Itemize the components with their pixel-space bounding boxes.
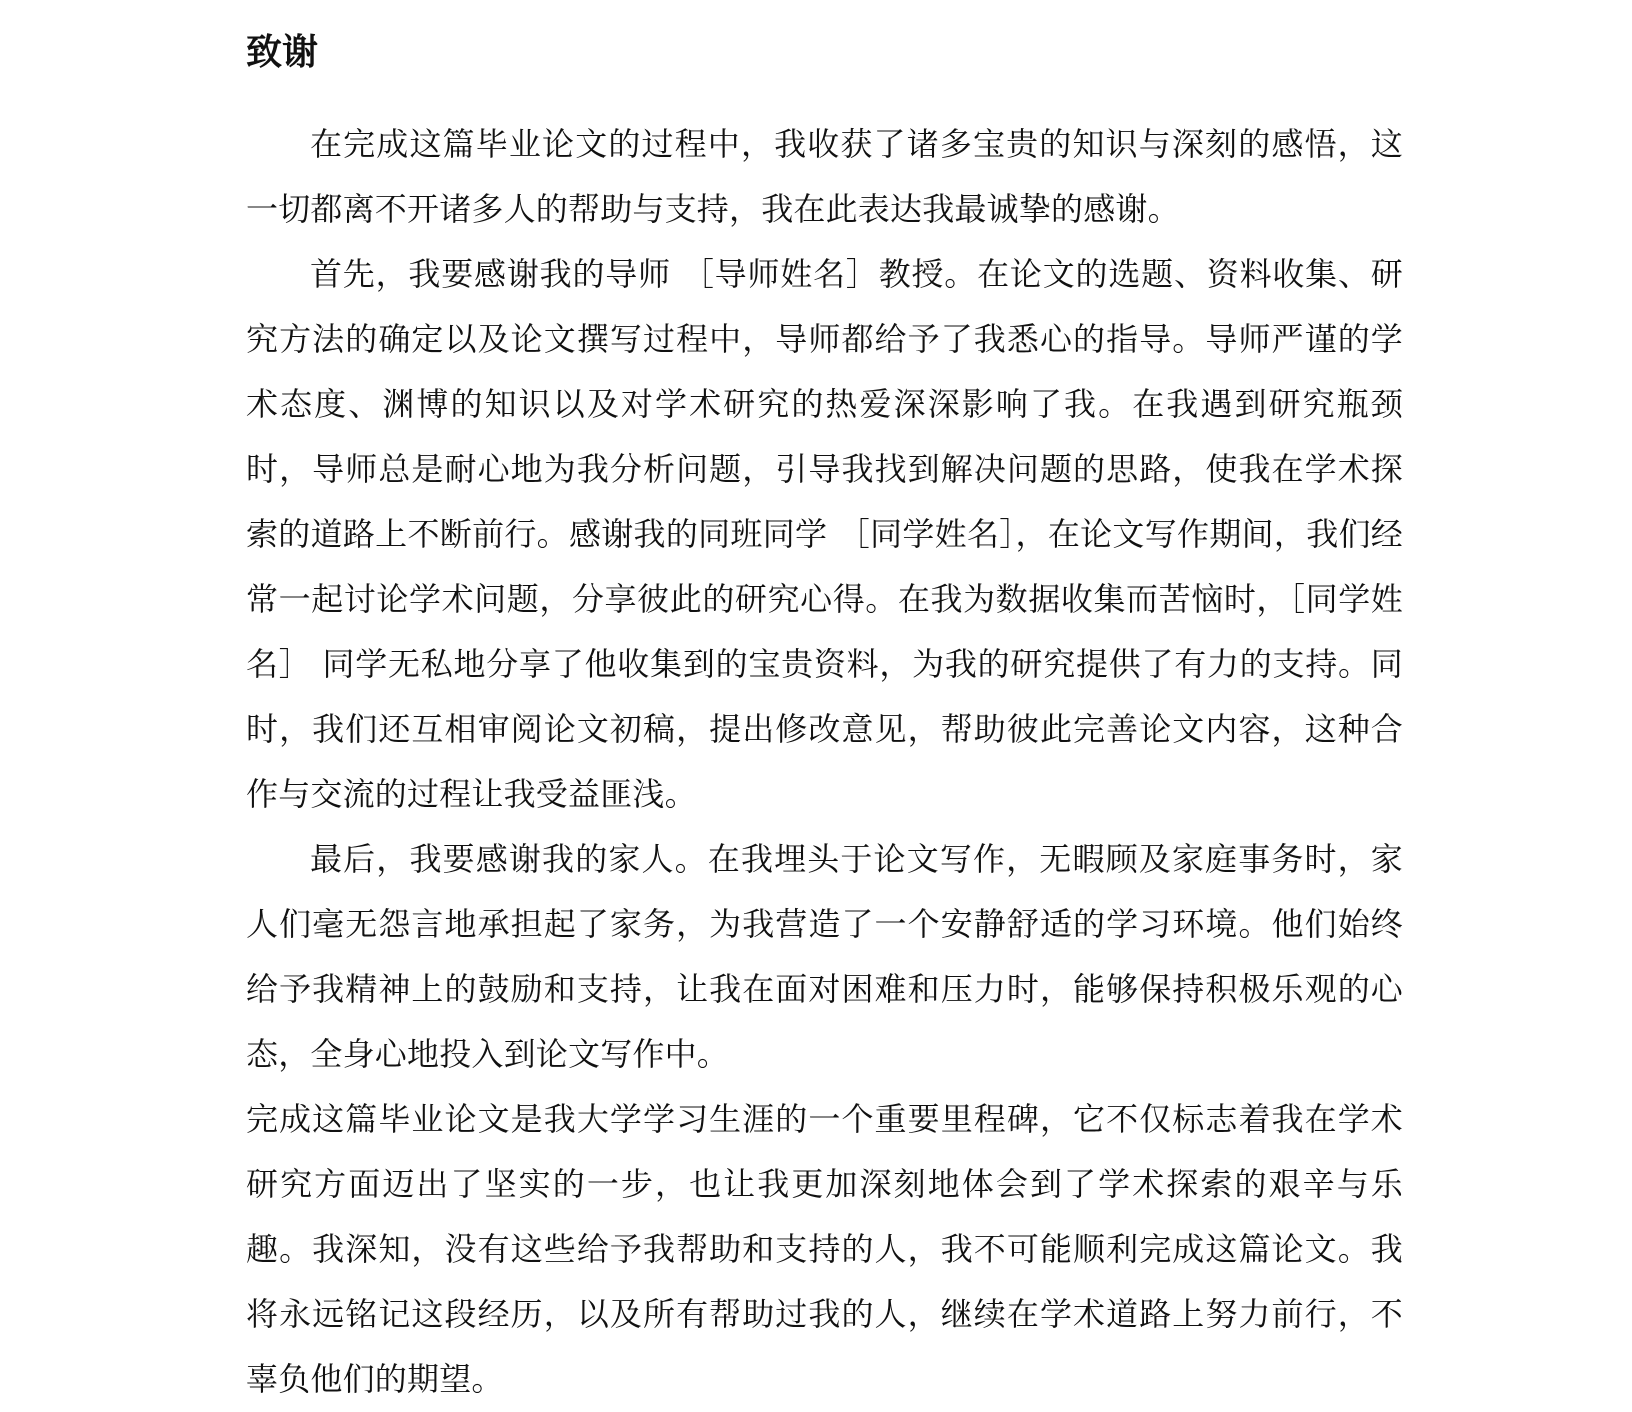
- paragraph-conclusion: 完成这篇毕业论文是我大学学习生涯的一个重要里程碑，它不仅标志着我在学术研究方面迈出了坚实的一步，也让我更加深刻地体会到了学术探索的艰辛与乐趣。我深知，没有这些给予我帮助和支持的人，我不可能顺利完成这篇论文。我将永远铭记这段经历，以及所有帮助过我的人，继续在学术道路上努力前行，不辜负他们的期望。: [246, 1100, 1403, 1398]
- document-page: [246, 20, 1403, 1412]
- paragraph-advisor-classmate: 首先，我要感谢我的导师 ［导师姓名］教授。在论文的选题、资料收集、研究方法的确定以及论文撰写过程中，导师都给予了我悉心的指导。导师严谨的学术态度、渊博的知识以及对学术研究的热爱深深影响了我。在我遇到研究瓶颈时，导师总是耐心地为我分析问题，引导我找到解决问题的思路，使我在学术探索的道路上不断前行。感谢我的同班同学 ［同学姓名］，在论文写作期间，我们经常一起讨论学术问题，分享彼此的研究心得。在我为数据收集而苦恼时，［同学姓名］ 同学无私地分享了他收集到的宝贵资料，为我的研究提供了有力的支持。同时，我们还互相审阅论文初稿，提出修改意见，帮助彼此完善论文内容，这种合作与交流的过程让我受益匪浅。: [246, 255, 1403, 813]
- paragraph-intro: 在完成这篇毕业论文的过程中，我收获了诸多宝贵的知识与深刻的感悟，这一切都离不开诸多人的帮助与支持，我在此表达我最诚挚的感谢。: [246, 125, 1403, 228]
- paragraph-family: 最后，我要感谢我的家人。在我埋头于论文写作，无暇顾及家庭事务时，家人们毫无怨言地承担起了家务，为我营造了一个安静舒适的学习环境。他们始终给予我精神上的鼓励和支持，让我在面对困难和压力时，能够保持积极乐观的心态，全身心地投入到论文写作中。: [246, 840, 1403, 1073]
- acknowledgements-heading: 致谢: [246, 31, 319, 73]
